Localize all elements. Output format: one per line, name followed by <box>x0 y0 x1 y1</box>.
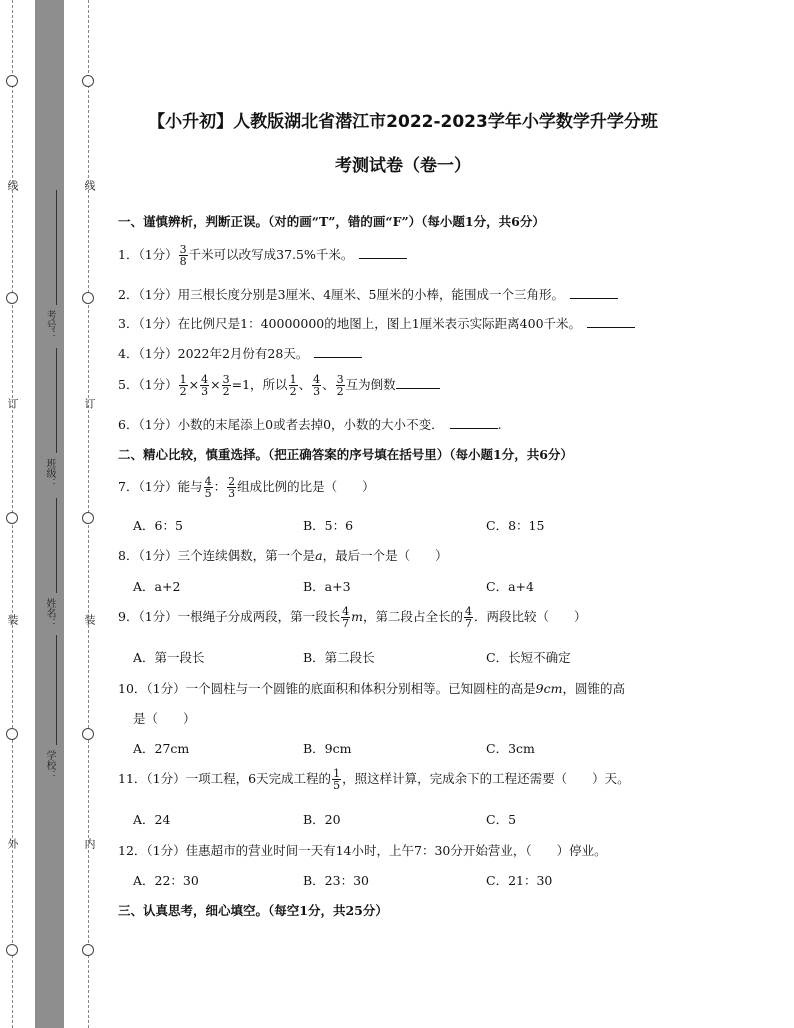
school-label: 学校： <box>44 750 55 780</box>
hole-circle <box>6 944 18 956</box>
fraction: $\frac{4}{3}$ <box>313 373 321 398</box>
option-c[interactable]: C．a+4 <box>486 579 534 594</box>
option-a[interactable]: A．第一段长 <box>133 650 205 665</box>
page-title <box>118 100 688 188</box>
inner-label: 线 <box>83 180 96 191</box>
class-field[interactable] <box>56 348 57 453</box>
hole-circle <box>82 75 94 87</box>
hole-circle <box>82 728 94 740</box>
class-label: 班级： <box>44 458 55 488</box>
exam-number-label: 考号： <box>44 310 55 340</box>
binding-margin <box>0 0 100 1028</box>
question-9: 9．（1分）一根绳子分成两段，第一段长 $\frac{4}{7}$ m，第二段占全长的 $\frac{4}{7}$ ．两段比较（ ） <box>118 605 587 630</box>
fraction: $\frac{3}{2}$ <box>222 373 230 398</box>
answer-blank[interactable] <box>587 315 635 328</box>
inner-label: 订 <box>83 398 96 409</box>
section-3-heading: 三、认真思考，细心填空。（每空1分，共25分） <box>118 903 388 918</box>
outer-label: 装 <box>6 614 19 625</box>
fraction: $\frac{4}{7}$ <box>465 605 473 630</box>
section-2-heading: 二、精心比较，慎重选择。（把正确答案的序号填在括号里）（每小题1分，共6分） <box>118 447 573 462</box>
fraction: $\frac{3}{2}$ <box>336 373 344 398</box>
school-field[interactable] <box>56 635 57 745</box>
answer-blank[interactable] <box>359 246 407 259</box>
hole-circle <box>82 512 94 524</box>
answer-blank[interactable] <box>314 345 362 358</box>
answer-blank[interactable] <box>450 416 498 429</box>
outer-label: 线 <box>6 180 19 191</box>
option-a[interactable]: A．27cm <box>133 741 190 756</box>
question-4: 4．（1分）2022年2月份有28天。 <box>118 344 362 362</box>
title-line-2: 考测试卷（卷一） <box>335 156 471 176</box>
question-2: 2．（1分）用三根长度分别是3厘米、4厘米、5厘米的小棒，能围成一个三角形。 <box>118 285 618 303</box>
title-line-1: 【小升初】人教版湖北省潜江市2022-2023学年小学数学升学分班 <box>148 112 658 132</box>
fraction: $\frac{3}{8}$ <box>179 243 187 268</box>
hole-circle <box>82 292 94 304</box>
hole-circle <box>6 728 18 740</box>
option-a[interactable]: A．a+2 <box>133 579 181 594</box>
inner-label: 内 <box>83 838 96 849</box>
option-a[interactable]: A．6：5 <box>133 518 183 533</box>
option-b[interactable]: B．5：6 <box>303 518 354 533</box>
option-a[interactable]: A．22：30 <box>133 873 199 888</box>
question-5: 5．（1分） $\frac{1}{2}$ × $\frac{4}{3}$ × $\frac{3}{2}$ =1，所以 $\frac{1}{2}$ 、 $\frac{4}{3}$ 、 $\frac{3}{2}$ 互为倒数 <box>118 374 440 397</box>
answer-blank[interactable] <box>396 376 440 389</box>
fraction: $\frac{4}{7}$ <box>342 605 350 630</box>
question-12: 12．（1分）佳惠超市的营业时间一天有14小时，上午7：30分开始营业，（ ）停业。 <box>118 843 607 858</box>
option-b[interactable]: B．23：30 <box>303 873 369 888</box>
option-b[interactable]: B．第二段长 <box>303 650 375 665</box>
inner-label: 装 <box>83 614 96 625</box>
question-3: 3．（1分）在比例尺是1：40000000的地图上，图上1厘米表示实际距离400千米。 <box>118 314 635 332</box>
outer-label: 订 <box>6 398 19 409</box>
name-field[interactable] <box>56 498 57 593</box>
option-c[interactable]: C．长短不确定 <box>486 650 571 665</box>
binding-band <box>35 0 64 1028</box>
fraction: $\frac{4}{5}$ <box>204 475 212 500</box>
answer-blank[interactable] <box>570 286 618 299</box>
option-a[interactable]: A．24 <box>133 812 171 827</box>
fraction: $\frac{1}{2}$ <box>179 373 187 398</box>
outer-label: 外 <box>6 838 19 849</box>
section-1-heading: 一、谨慎辨析，判断正误。（对的画“T”，错的画“F”）（每小题1分，共6分） <box>118 214 545 229</box>
question-8: 8．（1分）三个连续偶数，第一个是a，最后一个是（ ） <box>118 548 448 563</box>
question-11: 11．（1分）一项工程，6天完成工程的 $\frac{1}{5}$ ，照这样计算，完成余下的工程还需要（ ）天。 <box>118 767 630 792</box>
option-b[interactable]: B．9cm <box>303 741 352 756</box>
option-c[interactable]: C．3cm <box>486 741 535 756</box>
option-c[interactable]: C．5 <box>486 812 517 827</box>
option-c[interactable]: C．21：30 <box>486 873 553 888</box>
fraction: $\frac{1}{5}$ <box>333 767 341 792</box>
name-label: 姓名： <box>44 598 55 628</box>
fraction: $\frac{2}{3}$ <box>228 475 236 500</box>
question-10-line-2: 是（ ） <box>133 711 196 726</box>
hole-circle <box>6 292 18 304</box>
hole-circle <box>82 944 94 956</box>
exam-number-field[interactable] <box>56 190 57 305</box>
question-7: 7．（1分）能与 $\frac{4}{5}$ ： $\frac{2}{3}$ 组成比例的比是（ ） <box>118 475 375 500</box>
question-1: 1．（1分） $\frac{3}{8}$ 千米可以改写成37.5%千米。 <box>118 244 407 267</box>
hole-circle <box>6 512 18 524</box>
question-10: 10．（1分）一个圆柱与一个圆锥的底面积和体积分别相等。已知圆柱的高是9cm，圆锥的高 <box>118 681 625 696</box>
option-b[interactable]: B．20 <box>303 812 341 827</box>
fraction: $\frac{1}{2}$ <box>289 373 297 398</box>
fraction: $\frac{4}{3}$ <box>201 373 209 398</box>
hole-circle <box>6 75 18 87</box>
option-c[interactable]: C．8：15 <box>486 518 545 533</box>
question-6: 6．（1分）小数的末尾添上0或者去掉0，小数的大小不变． . <box>118 417 502 432</box>
option-b[interactable]: B．a+3 <box>303 579 351 594</box>
